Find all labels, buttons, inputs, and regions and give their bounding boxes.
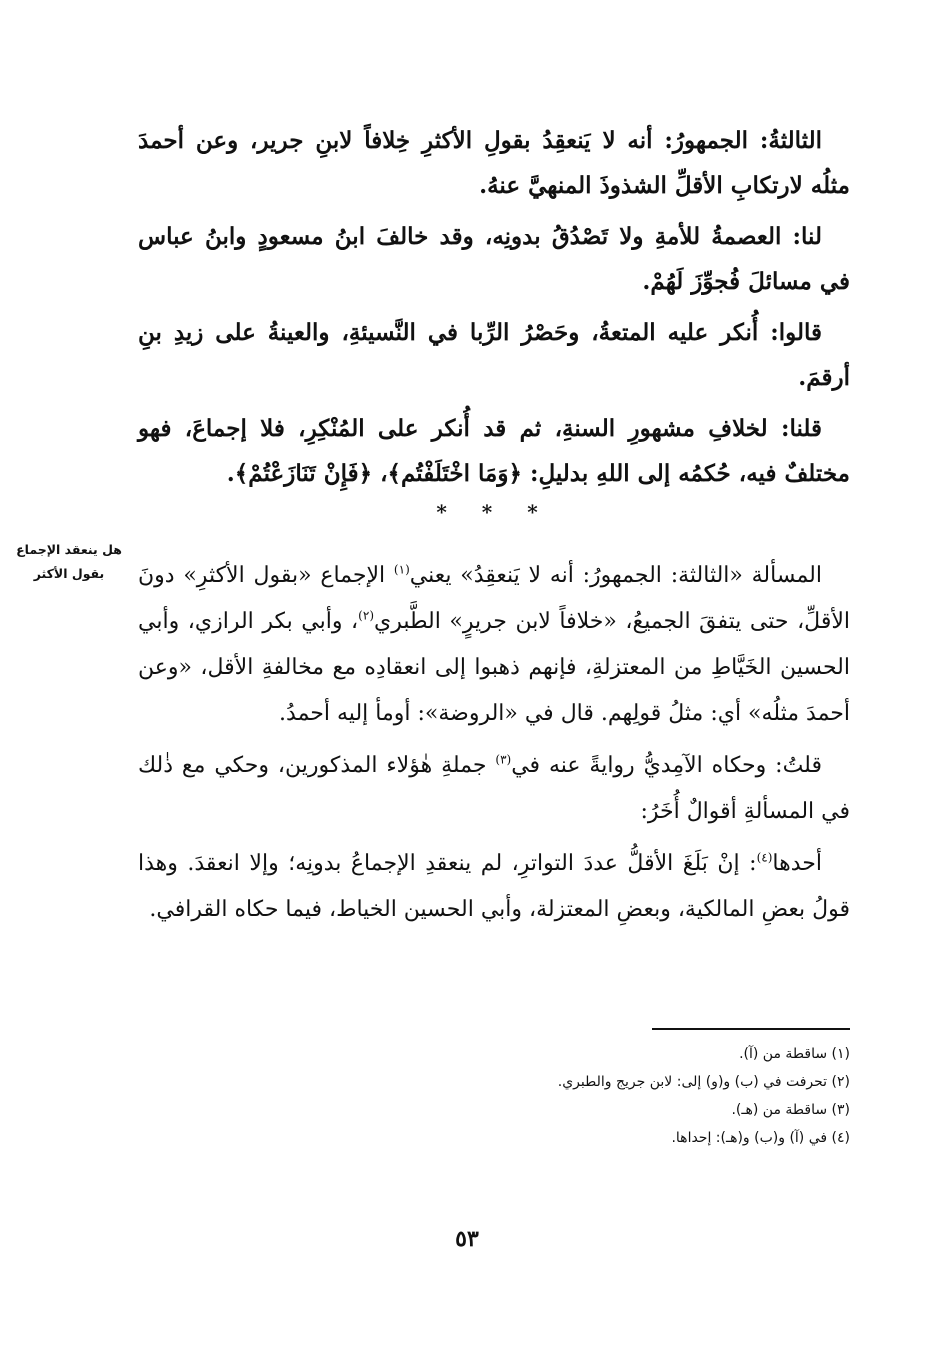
main-text <box>138 118 850 502</box>
main-text-paragraph-4: قلنا: لخلافِ مشهورِ السنةِ، ثم قد أُنكر على المُنْكِرِ، فلا إجماعَ، فهو مختلفٌ فيه، حُكمُه إلى اللهِ بدليلِ: ﴿وَمَا اخْتَلَفْتُم﴾، ﴿فَإِنْ تَنَازَعْتُمْ﴾. <box>138 415 850 487</box>
commentary-paragraph-3 <box>138 841 850 933</box>
footnote-divider <box>652 1028 850 1030</box>
margin-heading <box>4 538 134 586</box>
commentary-text-span: قلتُ: وحكاه الآمِديُّ روايةً عنه في <box>511 753 822 778</box>
footnote-2: (٢) تحرفت في (ب) و(و) إلى: لابن جريج والطبري. <box>557 1074 850 1090</box>
main-text-paragraph-1: الثالثةُ: الجمهورُ: أنه لا يَنعقِدُ بقولِ الأكثرِ خِلافاً لابنِ جرير، وعن أحمدَ مثلُه لارتكابِ الأقلِّ الشذوذَ المنهيَّ عنهُ. <box>138 127 850 199</box>
footnotes <box>138 1040 850 1152</box>
commentary-text-span: ، وأبي بكر الرازي، وأبي الحسين الخَيَّاطِ من المعتزلةِ، فإنهم ذهبوا إلى انعقادِه مع مخالفةِ الأقل، «وعن أحمدَ مثلُه» أي: مثلُ قولِهم. قال في «الروضة»: أومأ إليه أحمدُ. <box>138 609 850 726</box>
commentary-text <box>138 553 850 939</box>
main-text-paragraph-2: لنا: العصمةُ للأمةِ ولا تَصْدُقُ بدونِه، وقد خالفَ ابنُ مسعودٍ وابنُ عباس في مسائلَ فُجوِّزَ لَهُمْ. <box>138 223 850 295</box>
page-number: ٥٣ <box>455 1226 479 1252</box>
footnote-ref-4[interactable]: (٤) <box>756 850 773 865</box>
margin-heading-line-2: بقول الأكثر <box>33 566 105 581</box>
commentary-text-span: الإجماع «بقول الأكثرِ» دونَ الأقلِّ، حتى يتفقَ الجميعُ، «خلافاً لابن جريرٍ» الطَّبري <box>138 563 851 634</box>
footnote-ref-2[interactable]: (٢) <box>358 608 374 623</box>
footnote-ref-1[interactable]: (١) <box>393 562 410 577</box>
footnote-ref-3[interactable]: (٣) <box>495 752 512 767</box>
footnote-3: (٣) ساقطة من (هـ). <box>731 1102 850 1118</box>
main-text-paragraph-3: قالوا: أُنكر عليه المتعةُ، وحَصْرُ الرِّبا في النَّسيئةِ، والعينةُ على زيدِ بنِ أرقمَ. <box>138 319 850 391</box>
commentary-text-span: جملةِ هٰؤلاء المذكورين، وحكي مع ذٰلك في المسألةِ أقوالٌ أُخَرُ: <box>138 753 850 824</box>
margin-heading-line-1: هل ينعقد الإجماع <box>16 542 122 557</box>
commentary-text-span: : إنْ بَلَغَ الأقلُّ عددَ التواترِ، لم ينعقدِ الإجماعُ بدونِه؛ وإلا انعقدَ. وهذا قولُ بعضِ المالكية، وبعضِ المعتزلة، وأبي الحسين الخياط، فيما حكاه القرافي. <box>138 851 850 922</box>
commentary-text-span: المسألة «الثالثة: الجمهورُ: أنه لا يَنعقِدُ» يعني <box>409 563 822 588</box>
footnote-1: (١) ساقطة من (آ). <box>739 1046 850 1062</box>
commentary-paragraph-2 <box>138 743 850 835</box>
commentary-paragraph-1 <box>138 553 850 737</box>
section-separator: * * * <box>436 500 552 524</box>
footnote-4: (٤) في (آ) و(ب) و(هـ): إحداها. <box>671 1130 850 1146</box>
commentary-text-span: أحدها <box>772 851 822 876</box>
